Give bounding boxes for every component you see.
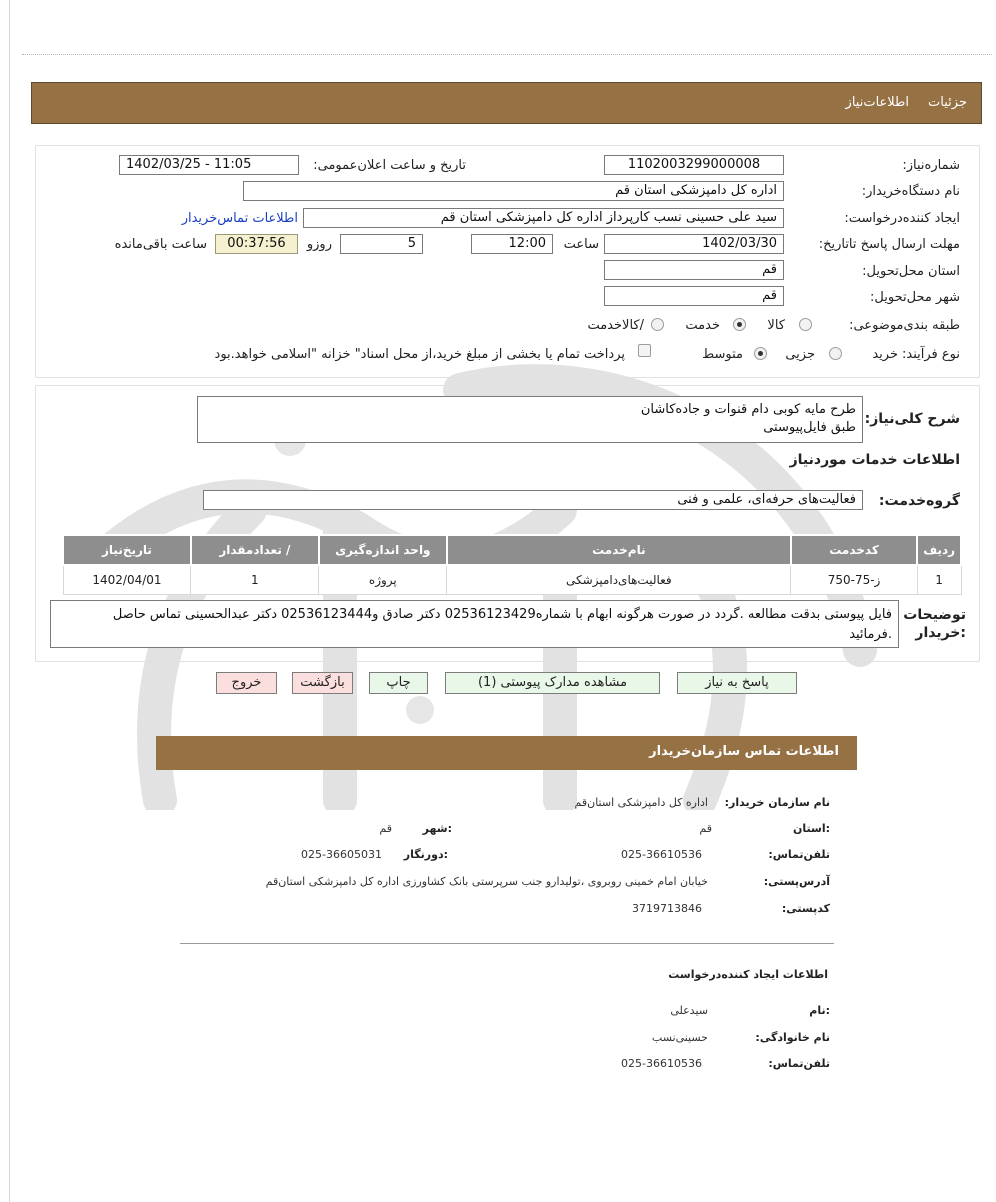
summary-line-2: طبق فایل‌پیوستی (763, 420, 856, 435)
creator-label: ایجاد کننده‌درخواست: (844, 211, 960, 226)
col-row: ردیف (917, 535, 961, 565)
summary-label: شرح کلی‌نیاز: (864, 411, 960, 427)
notes-label-2: :خریدار (915, 625, 966, 641)
cell-row: 1 (917, 565, 961, 595)
process-minor-radio[interactable] (829, 347, 842, 360)
creator-phone-value: 025-36610536 (621, 1057, 702, 1070)
province-label: استان محل‌تحویل: (862, 264, 960, 279)
exit-button[interactable]: خروج (216, 672, 277, 694)
attachments-button[interactable]: مشاهده مدارک پیوستی (1) (445, 672, 660, 694)
buyer-notes-box (50, 600, 899, 648)
notes-line-1: فایل پیوستی بدقت مطالعه .گردد در صورت هرگونه ابهام با شماره02536123429 دکتر صادق و02536123444 دکتر عبدالحسینی تماس حاصل (112, 607, 892, 622)
cell-code: ز-75-750 (791, 565, 917, 595)
deadline-time-field: 12:00 (471, 234, 553, 254)
cell-unit: پروژه (319, 565, 447, 595)
summary-line-1: طرح مایه کوبی دام قنوات و جادەکاشان (640, 402, 856, 417)
need-form-panel (35, 145, 980, 378)
creator-info-title: اطلاعات ایجاد کننده‌درخواست (668, 968, 828, 981)
creator-field: سید علی حسینی نسب کارپرداز اداره کل دامپزشکی استان قم (303, 208, 784, 228)
last-name-value: حسینی‌نسب (651, 1031, 708, 1044)
details-link[interactable]: جزئیات (928, 95, 967, 110)
need-info-title: اطلاعات‌نیاز (845, 95, 909, 110)
category-label: طبقه بندی‌موضوعی: (849, 318, 960, 333)
process-buy-label: خرید (872, 347, 898, 362)
buyer-contact-link[interactable]: اطلاعات تماس‌خریدار (181, 211, 298, 226)
remaining-label: ساعت باقی‌مانده (114, 237, 207, 252)
org-name-label: نام سازمان خریدار: (724, 796, 830, 809)
buyer-org-label: نام دستگاه‌خریدار: (861, 184, 960, 199)
phone-label: تلفن‌تماس: (768, 848, 830, 861)
address-label: آدرس‌پستی: (763, 875, 830, 888)
phone-value: 025-36610536 (621, 848, 702, 861)
fax-value: 025-36605031 (301, 848, 382, 861)
org-name-value: اداره کل دامپزشکی استان‌قم (574, 796, 708, 809)
process-minor-label: جزیی (785, 347, 815, 362)
treasury-payment-checkbox[interactable] (638, 344, 651, 357)
city-field: قم (604, 286, 784, 306)
category-service-label: خدمت (685, 318, 720, 333)
buyer-contact-banner (156, 736, 857, 770)
fax-label: :دورنگار (403, 848, 448, 861)
creator-phone-label: تلفن‌تماس: (768, 1057, 830, 1070)
days-field: 5 (340, 234, 423, 254)
buyer-org-field: اداره کل دامپزشکی استان قم (243, 181, 784, 201)
col-date: تاریخ‌نیاز (63, 535, 191, 565)
category-goods-label: کالا (767, 318, 785, 333)
province-field: قم (604, 260, 784, 280)
back-button[interactable]: بازگشت (292, 672, 353, 694)
col-code: کدخدمت (791, 535, 917, 565)
category-goods-service-label: /کالاخدمت (587, 318, 644, 333)
table-row (63, 565, 961, 595)
category-goods-service-radio[interactable] (651, 318, 664, 331)
col-name: نام‌خدمت (447, 535, 791, 565)
top-divider (22, 54, 992, 55)
process-medium-label: متوسط (702, 347, 743, 362)
days-label: روزو (306, 237, 332, 252)
last-name-label: نام خانوادگی: (755, 1031, 830, 1044)
first-name-value: سیدعلی (670, 1004, 708, 1017)
postal-code-label: کد‌پستی: (781, 902, 830, 915)
print-button[interactable]: چاپ (369, 672, 428, 694)
city-label: شهر محل‌تحویل: (870, 290, 960, 305)
category-service-radio[interactable] (733, 318, 746, 331)
need-number-label: شماره‌نیاز: (902, 158, 960, 173)
process-label: نوع فرآیند: (902, 347, 960, 362)
services-table-header (63, 535, 961, 565)
treasury-payment-note: پرداخت تمام یا بخشی از مبلغ خرید،از محل اسناد" خزانه "اسلامی خواهد.بود (214, 347, 625, 362)
time-label: ساعت (563, 237, 599, 252)
col-unit: واحد اندازه‌گیری (319, 535, 447, 565)
process-medium-radio[interactable] (754, 347, 767, 360)
deadline-date-field: 1402/03/30 (604, 234, 784, 254)
col-qty: / تعدادمقدار (191, 535, 319, 565)
services-table (62, 534, 962, 595)
contact-divider (180, 943, 834, 944)
left-border-line (9, 0, 10, 1202)
remaining-timer: 00:37:56 (215, 234, 298, 254)
contact-city-label: :شهر (422, 822, 452, 835)
cell-name: فعالیت‌های‌دامپزشکی (447, 565, 791, 595)
cell-date: 1402/04/01 (63, 565, 191, 595)
cell-qty: 1 (191, 565, 319, 595)
reply-button[interactable]: پاسخ به نیاز (677, 672, 797, 694)
announce-field: 1402/03/25 - 11:05 (119, 155, 299, 175)
deadline-label: مهلت ارسال پاسخ تا‌تاریخ: (818, 237, 960, 252)
notes-line-2: .فرمائید (849, 627, 892, 642)
summary-box (197, 396, 863, 443)
announce-label: تاریخ و ساعت اعلان‌عمومی: (313, 158, 466, 173)
notes-label-1: توضیحات (903, 607, 966, 623)
service-group-label: گروه‌خدمت: (878, 493, 960, 509)
contact-province-value: قم (699, 822, 712, 835)
contact-city-value: قم (379, 822, 392, 835)
need-number-field: 1102003299000008 (604, 155, 784, 175)
category-goods-radio[interactable] (799, 318, 812, 331)
postal-code-value: 3719713846 (632, 902, 702, 915)
first-name-label: :نام (809, 1004, 830, 1017)
service-group-field: فعالیت‌های حرفه‌ای، علمی و فنی (203, 490, 863, 510)
need-info-banner (31, 82, 982, 124)
services-heading: اطلاعات خدمات موردنیاز (789, 452, 960, 468)
address-value: خیابان امام خمینی روبروی ،تولیدارو جنب سرپرستی بانک کشاورزی اداره کل دامپزشکی استان‌قم (265, 875, 708, 888)
buyer-contact-title: اطلاعات تماس سازمان‌خریدار (649, 744, 839, 759)
contact-province-label: :استان (793, 822, 830, 835)
